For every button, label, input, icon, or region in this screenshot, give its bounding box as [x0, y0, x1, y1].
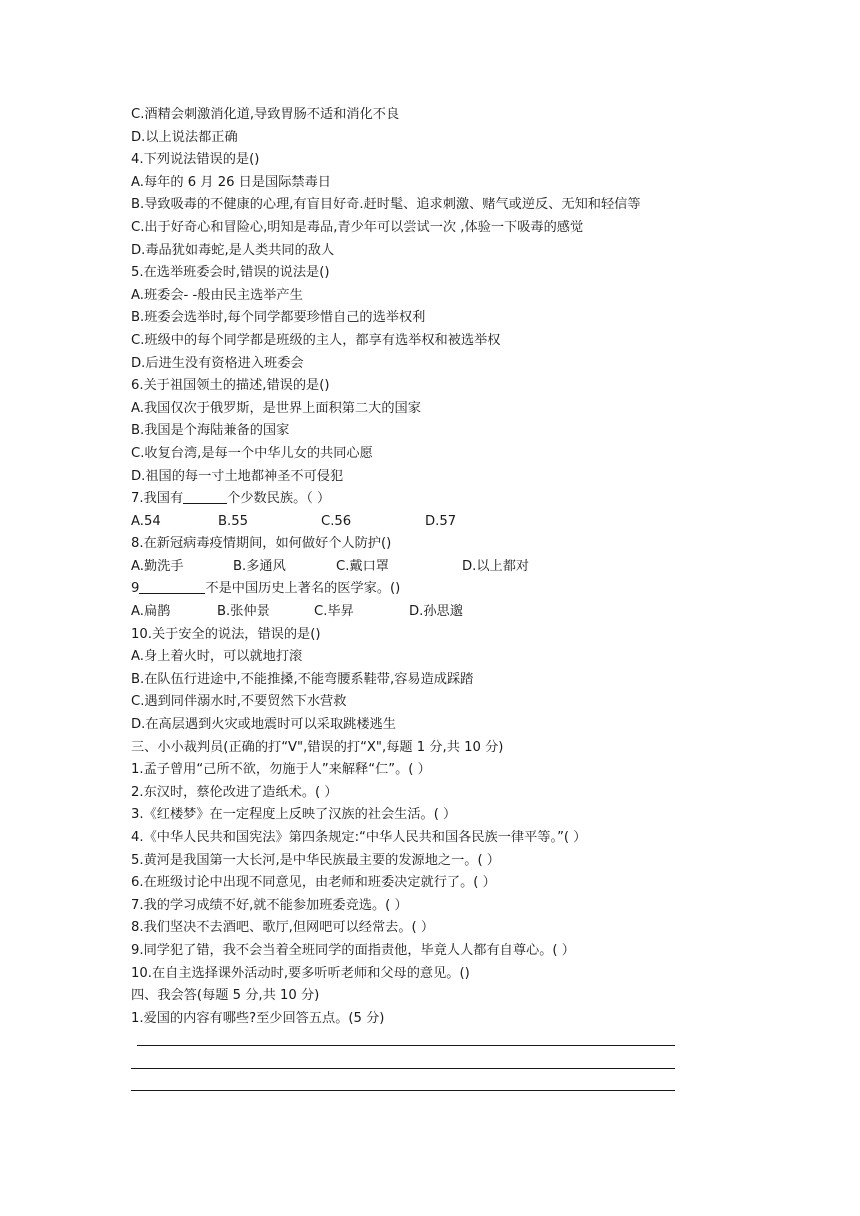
option: A.扁鹊 [131, 604, 171, 620]
question-text-block [131, 104, 751, 1030]
option: C.毕昇 [314, 604, 354, 620]
judge-item: 6.在班级讨论中出现不同意见，由老师和班委决定就行了。( ） [131, 875, 496, 891]
text-line: A.我国仅次于俄罗斯，是世界上面积第二大的国家 [131, 400, 421, 416]
option: A.勤洗手 [131, 558, 184, 574]
option: D.孙思邈 [409, 604, 463, 620]
option: C.戴口罩 [336, 558, 389, 574]
option: B.张仲景 [217, 604, 270, 620]
q9-prefix: 9 [131, 581, 140, 597]
judge-item: 7.我的学习成绩不好,就不能参加班委竞选。( ） [131, 897, 408, 913]
option: B.55 [218, 513, 249, 529]
option: C.56 [321, 513, 352, 529]
q7-prefix: 7.我国有 [131, 491, 184, 507]
option: D.以上都对 [462, 558, 530, 574]
option: A.54 [131, 513, 161, 529]
text-line: D.后进生没有资格进入班委会 [131, 355, 304, 371]
question-10: 10.关于安全的说法，错误的是() [131, 626, 321, 642]
judge-item: 8.我们坚决不去酒吧、歌厅,但网吧可以经常去。( ） [131, 920, 435, 936]
text-line: B.在队伍行进途中,不能推搡,不能弯腰系鞋带,容易造成踩踏 [131, 671, 474, 687]
fill-blank [183, 488, 227, 504]
judge-item: 10.在自主选择课外活动时,要多听听老师和父母的意见。() [131, 965, 470, 981]
answer-line [131, 1068, 675, 1069]
q9-options [131, 601, 751, 624]
section-4-heading: 四、我会答(每题 5 分,共 10 分) [131, 988, 320, 1004]
fill-blank [139, 578, 205, 594]
text-line: B.导致吸毒的不健康的心理,有盲目好奇.赶时髦、追求刺激、赌气或逆反、无知和轻信等 [131, 197, 641, 213]
judge-item: 1.孟子曾用“己所不欲，勿施于人”来解释“仁”。( ） [131, 762, 431, 778]
judge-item: 9.同学犯了错，我不会当着全班同学的面指责他，毕竟人人都有自尊心。( ） [131, 942, 575, 958]
answer-question-1: 1.爱国的内容有哪些?至少回答五点。(5 分) [131, 1010, 385, 1026]
question-9 [131, 578, 751, 601]
text-line: A.身上着火时，可以就地打滚 [131, 649, 303, 665]
option: D.57 [425, 513, 457, 529]
text-line: C.班级中的每个同学都是班级的主人，都享有选举权和被选举权 [131, 332, 501, 348]
text-line: B.我国是个海陆兼备的国家 [131, 423, 290, 439]
judge-item: 3.《红楼梦》在一定程度上反映了汉族的社会生活。( ） [131, 807, 457, 823]
text-line: C.出于好奇心和冒险心,明知是毒品,青少年可以尝试一次 ,体验一下吸毒的感觉 [131, 219, 584, 235]
text-line: A.班委会- -般由民主选举产生 [131, 287, 303, 303]
q8-options [131, 556, 751, 579]
question-5: 5.在选举班委会时,错误的说法是() [131, 265, 330, 281]
question-8: 8.在新冠病毒疫情期间，如何做好个人防护() [131, 536, 392, 552]
text-line: C.收复台湾,是每一个中华儿女的共同心愿 [131, 445, 373, 461]
q7-options [131, 511, 751, 534]
section-3-heading: 三、小小裁判员(正确的打“V",错误的打“X",每题 1 分,共 10 分) [131, 739, 504, 755]
answer-line [137, 1045, 675, 1046]
question-4: 4.下列说法错误的是() [131, 152, 260, 168]
text-line: C.遇到同伴溺水时,不要贸然下水营救 [131, 694, 347, 710]
answer-line [131, 1090, 675, 1091]
text-line: D.毒品犹如毒蛇,是人类共同的敌人 [131, 242, 335, 258]
option: B.多通风 [233, 558, 286, 574]
judge-item: 4.《中华人民共和国宪法》第四条规定:“中华人民共和国各民族一律平等。”( ） [131, 830, 587, 845]
judge-item: 2.东汉时，蔡伦改进了造纸术。( ） [131, 784, 338, 800]
question-7 [131, 488, 751, 511]
q7-suffix: 个少数民族。（ ） [227, 491, 331, 507]
text-line: D.以上说法都正确 [131, 129, 238, 145]
text-line: C.酒精会刺激消化道,导致胃肠不适和消化不良 [131, 107, 400, 122]
text-line: D.在高层遇到火灾或地震时可以采取跳楼逃生 [131, 717, 396, 733]
q9-suffix: 不是中国历史上著名的医学家。() [205, 581, 401, 597]
question-6: 6.关于祖国领土的描述,错误的是() [131, 378, 330, 394]
judge-item: 5.黄河是我国第一大长河,是中华民族最主要的发源地之一。( ） [131, 852, 500, 868]
text-line: A.每年的 6 月 26 日是国际禁毒日 [131, 174, 331, 190]
text-line: D.祖国的每一寸土地都神圣不可侵犯 [131, 468, 344, 484]
text-line: B.班委会选举时,每个同学都要珍惜自己的选举权利 [131, 310, 426, 326]
